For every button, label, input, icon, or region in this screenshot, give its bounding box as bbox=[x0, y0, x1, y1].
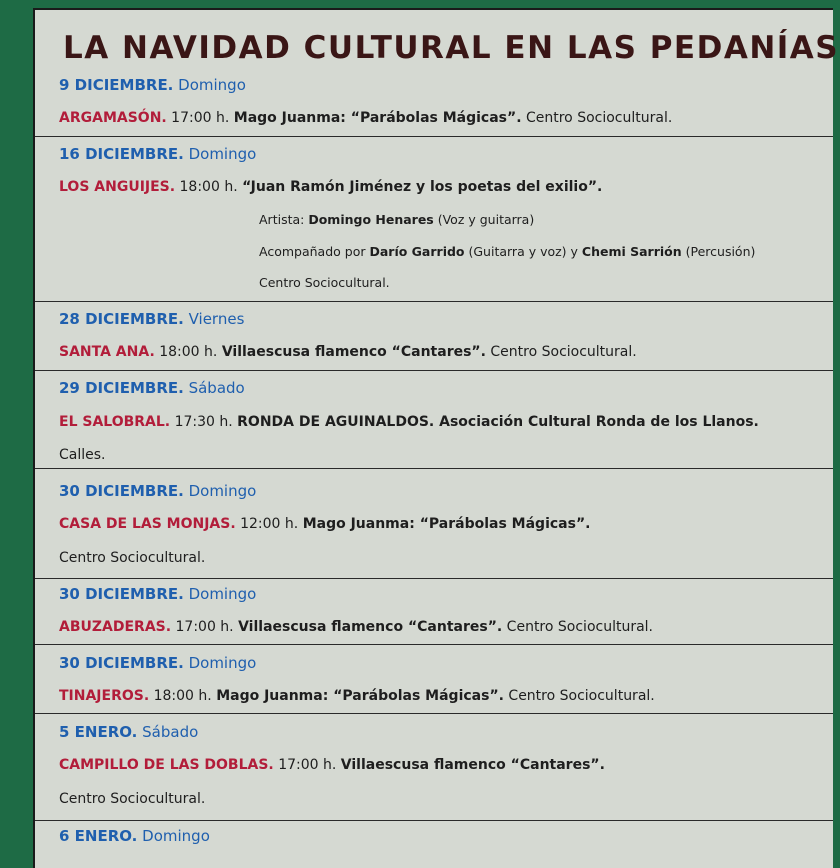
event-date: 6 ENERO. Domingo bbox=[59, 827, 210, 845]
separator bbox=[35, 713, 833, 714]
event-details: ARGAMASÓN. 17:00 h. Mago Juanma: “Parábolas Mágicas”. Centro Sociocultural. bbox=[59, 110, 673, 126]
event-details: CAMPILLO DE LAS DOBLAS. 17:00 h. Villaescusa flamenco “Cantares”. bbox=[59, 757, 605, 773]
event-details: LOS ANGUIJES. 18:00 h. “Juan Ramón Jiménez y los poetas del exilio”. bbox=[59, 179, 603, 195]
event-date: 9 DICIEMBRE. Domingo bbox=[59, 76, 246, 94]
separator bbox=[35, 644, 833, 645]
event-venue: Calles. bbox=[59, 447, 106, 463]
separator bbox=[35, 820, 833, 821]
event-date: 16 DICIEMBRE. Domingo bbox=[59, 145, 257, 163]
page-title: LA NAVIDAD CULTURAL EN LAS PEDANÍAS bbox=[63, 30, 840, 66]
event-details: EL SALOBRAL. 17:30 h. RONDA DE AGUINALDOS. Asociación Cultural Ronda de los Llanos. bbox=[59, 414, 759, 430]
event-date: 30 DICIEMBRE. Domingo bbox=[59, 585, 257, 603]
event-date: 30 DICIEMBRE. Domingo bbox=[59, 654, 257, 672]
event-date: 28 DICIEMBRE. Viernes bbox=[59, 310, 245, 328]
event-details: SANTA ANA. 18:00 h. Villaescusa flamenco “Cantares”. Centro Sociocultural. bbox=[59, 344, 637, 360]
separator bbox=[35, 578, 833, 579]
event-details: ABUZADERAS. 17:00 h. Villaescusa flamenco “Cantares”. Centro Sociocultural. bbox=[59, 619, 654, 635]
event-venue: Centro Sociocultural. bbox=[59, 791, 206, 807]
event-artist: Artista: Domingo Henares (Voz y guitarra) bbox=[259, 212, 535, 227]
separator bbox=[35, 370, 833, 371]
event-date: 5 ENERO. Sábado bbox=[59, 723, 199, 741]
event-details: CASA DE LAS MONJAS. 12:00 h. Mago Juanma: “Parábolas Mágicas”. bbox=[59, 516, 591, 532]
separator bbox=[35, 301, 833, 302]
event-accompaniment: Acompañado por Darío Garrido (Guitarra y voz) y Chemi Sarrión (Percusión) bbox=[259, 244, 756, 259]
separator bbox=[35, 468, 833, 469]
event-date: 30 DICIEMBRE. Domingo bbox=[59, 482, 257, 500]
event-date: 29 DICIEMBRE. Sábado bbox=[59, 379, 245, 397]
event-venue: Centro Sociocultural. bbox=[259, 275, 390, 290]
program-panel bbox=[33, 8, 840, 868]
event-details: TINAJEROS. 18:00 h. Mago Juanma: “Parábolas Mágicas”. Centro Sociocultural. bbox=[59, 688, 655, 704]
event-venue: Centro Sociocultural. bbox=[59, 550, 206, 566]
separator bbox=[35, 136, 833, 137]
